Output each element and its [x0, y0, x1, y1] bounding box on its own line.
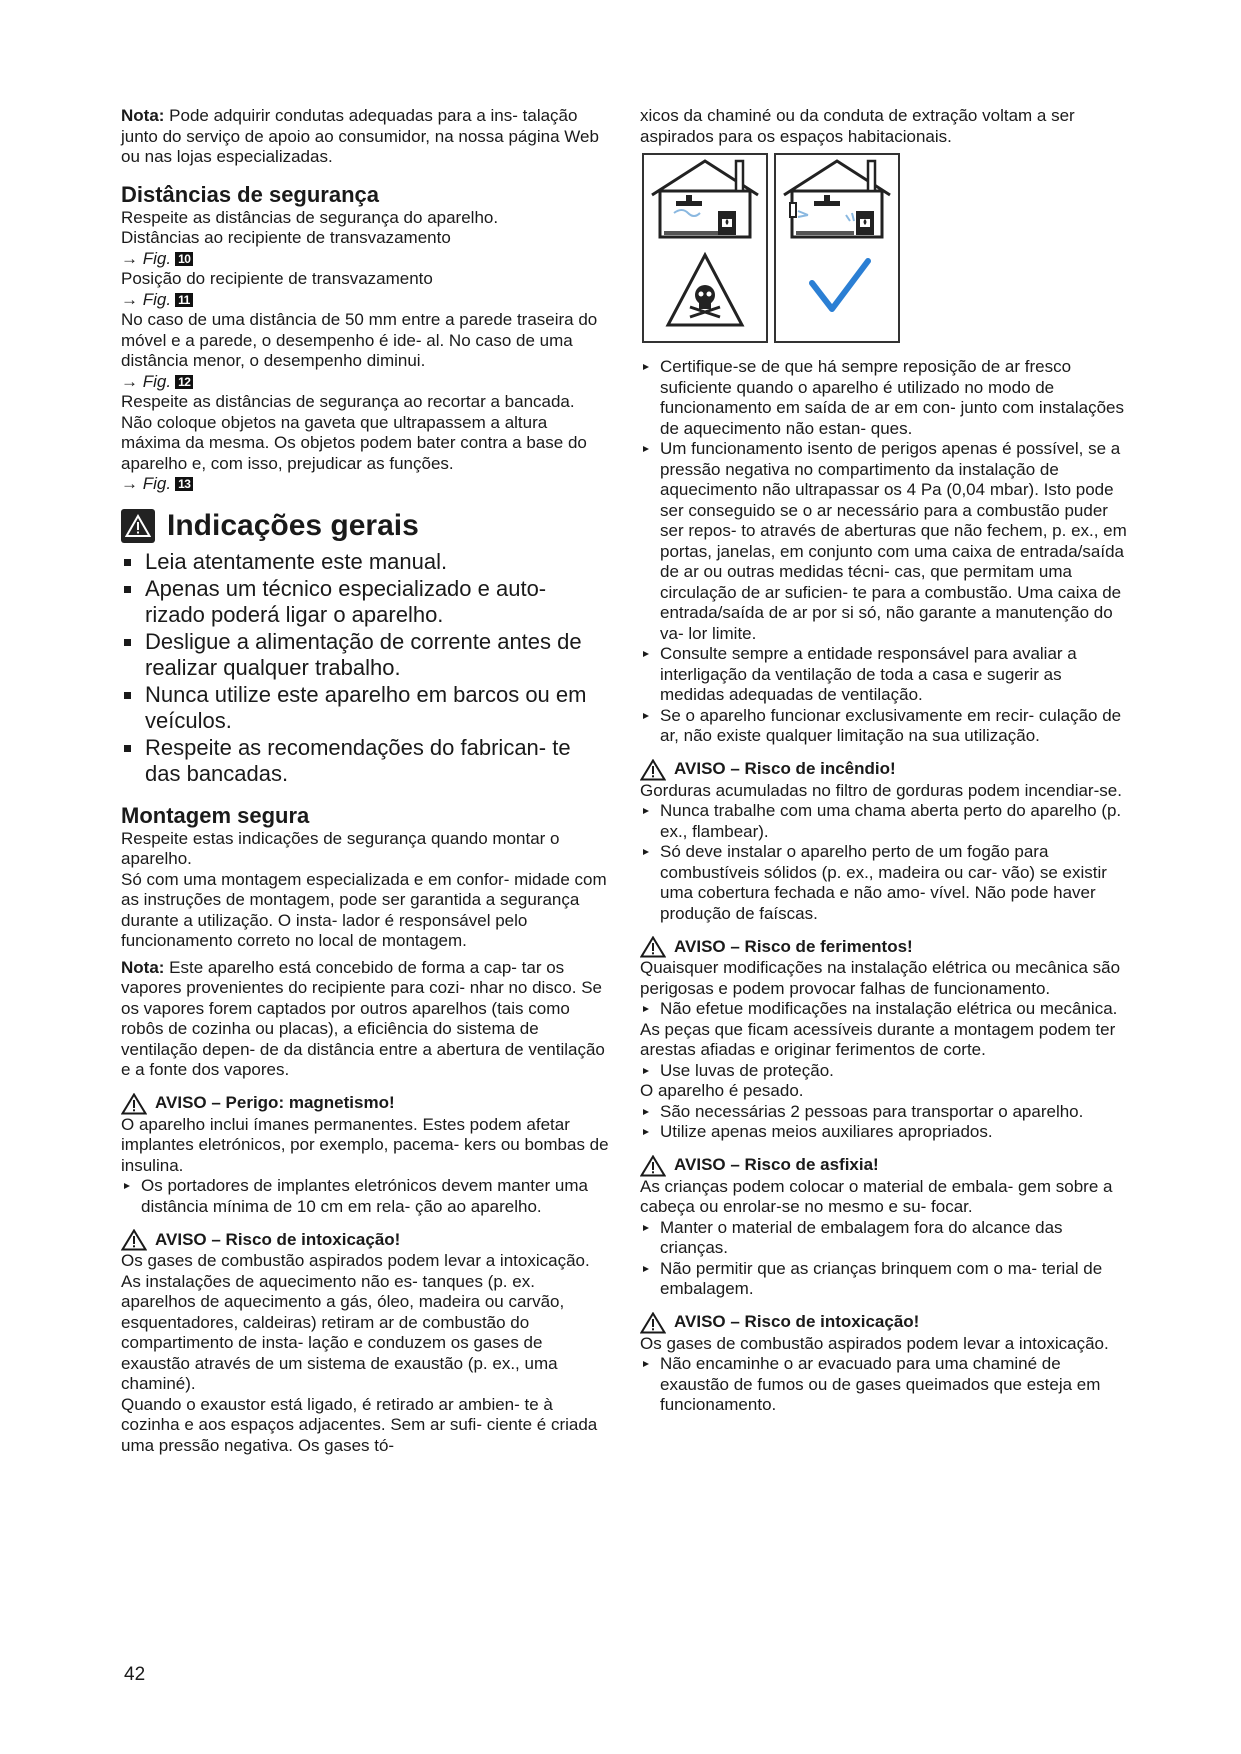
note-label: Nota:	[121, 106, 165, 125]
left-column	[121, 106, 611, 1456]
warning-text: Quaisquer modificações na instalação elétrica ou mecânica são perigosas e podem provocar falhas de funcionamento.	[640, 958, 1121, 998]
warning-text: O aparelho inclui ímanes permanentes. Estes podem afetar implantes eletrónicos, por exemplo, pacema- kers ou bombas de insulina.	[121, 1114, 609, 1175]
mounting-text: Respeite estas indicações de segurança quando montar o aparelho.	[121, 828, 560, 868]
list-item: Certifique-se de que há sempre reposição de ar fresco suficiente quando o aparelho é utilizado no modo de funcionamento em saída de ar em con- junto com instalações de aquecimento não estan- ques.	[640, 357, 1130, 439]
magnet-list	[121, 1176, 611, 1217]
page-number: 42	[124, 1664, 146, 1685]
warning-heading-intoxication: AVISO – Risco de intoxicação!	[640, 1312, 1130, 1334]
suffocation-list	[640, 1218, 1130, 1300]
distances-text: Distâncias ao recipiente de transvazamento	[121, 228, 451, 247]
warning-triangle-icon	[121, 1093, 147, 1115]
note-paragraph	[121, 106, 611, 168]
note-paragraph	[121, 958, 611, 1081]
fig-number-badge: 10	[175, 252, 193, 266]
list-item: Desligue a alimentação de corrente antes de realizar qualquer trabalho.	[121, 629, 611, 681]
injury-list	[640, 999, 1130, 1020]
injury-list	[640, 1061, 1130, 1082]
list-item: São necessárias 2 pessoas para transportar o aparelho.	[640, 1102, 1130, 1123]
warning-heading-intoxication: AVISO – Risco de intoxicação!	[121, 1229, 611, 1251]
ventilation-illustrations	[642, 153, 1130, 343]
fire-list	[640, 801, 1130, 924]
right-column	[640, 106, 1130, 1416]
distances-text: No caso de uma distância de 50 mm entre a parede traseira do móvel e a parede, o desempenho é ide- al. No caso de uma distância menor, o desempenho diminui.	[121, 310, 598, 370]
list-item: Não encaminhe o ar evacuado para uma chaminé de exaustão de fumos ou de gases queimados que esteja em funcionamento.	[640, 1354, 1130, 1416]
section-heading-distances: Distâncias de segurança	[121, 181, 380, 207]
list-item: Só deve instalar o aparelho perto de um fogão para combustíveis sólidos (p. ex., madeira ou car- vão) se existir uma cobertura fechada e não amo- vível. Não pode haver produção de faíscas.	[640, 842, 1130, 924]
note-text: Este aparelho está concebido de forma a cap- tar os vapores provenientes do recipiente para cozi- nhar no disco. Se os vapores forem captados por outros aparelhos (tais como robôs de cozinha ou placas), a eficiência do sistema de ventilação depen- de da distância entre a abertura de ventilação e a fonte dos vapores.	[121, 957, 605, 1079]
warning-heading-injury: AVISO – Risco de ferimentos!	[640, 936, 1130, 958]
warning-triangle-icon	[640, 1155, 666, 1177]
distances-text: Não coloque objetos na gaveta que ultrapassem a altura máxima da mesma. Os objetos podem bater contra a base do aparelho e, com isso, prejudicar as funções.	[121, 412, 587, 473]
distances-text: Respeite as distâncias de segurança ao recortar a bancada.	[121, 392, 575, 411]
warning-text: Gorduras acumuladas no filtro de gorduras podem incendiar-se.	[640, 780, 1122, 800]
warning-heading-suffocation: AVISO – Risco de asfixia!	[640, 1155, 1130, 1177]
ventilation-list	[640, 357, 1130, 747]
warning-text: Quando o exaustor está ligado, é retirado ar ambien- te à cozinha e aos espaços adjacentes. Sem ar sufi- ciente é criada uma pressão negativa. Os gases tó-	[121, 1394, 598, 1455]
general-heading-row	[121, 509, 611, 543]
section-heading-general: Indicações gerais	[167, 508, 419, 542]
warning-triangle-icon	[640, 1312, 666, 1334]
list-item: Utilize apenas meios auxiliares apropriados.	[640, 1122, 1130, 1143]
list-item: Um funcionamento isento de perigos apenas é possível, se a pressão negativa no compartimento da instalação de aquecimento não ultrapassar os 4 Pa (0,04 mbar). Isto pode ser conseguido se o ar necessário para a combustão puder ser repos- to através de aberturas que não fechem, p. ex., em portas, janelas, em conjunto com uma caixa de entrada/saída de ar ou outras medidas técni- cas, que permitam uma circulação de ar suficien- te para a combustão. Uma caixa de entrada/saída de ar por si só, não garante a manutenção do va- lor limite.	[640, 439, 1130, 644]
warning-text: As crianças podem colocar o material de embala- gem sobre a cabeça ou enrolar-se no mesmo e su- focar.	[640, 1176, 1113, 1216]
list-item: Se o aparelho funcionar exclusivamente em recir- culação de ar, não existe qualquer limitação na sua utilização.	[640, 706, 1130, 747]
warning-text: Os gases de combustão aspirados podem levar a intoxicação. As instalações de aquecimento não es- tanques (p. ex. aparelhos de aquecimento a gás, óleo, madeira ou carvão, esquentadores, caldeiras) retiram ar de combustão do compartimento de insta- lação e conduzem os gases de exaustão através de um sistema de exaustão (p. ex., uma chaminé).	[121, 1251, 590, 1393]
warning-heading-fire: AVISO – Risco de incêndio!	[640, 759, 1130, 781]
list-item: Apenas um técnico especializado e auto- rizado poderá ligar o aparelho.	[121, 576, 611, 628]
warning-triangle-icon	[121, 1229, 147, 1251]
warning-box-icon	[121, 509, 155, 543]
intoxication-list	[640, 1354, 1130, 1416]
fig-reference: → Fig. 10	[121, 249, 611, 270]
house-hazard-illustration	[642, 153, 768, 343]
checkmark-icon	[812, 261, 868, 309]
list-item: Nunca utilize este aparelho em barcos ou em veículos.	[121, 682, 611, 734]
distances-text: Respeite as distâncias de segurança do aparelho.	[121, 207, 499, 227]
note-label: Nota:	[121, 957, 165, 977]
list-item: Leia atentamente este manual.	[121, 549, 611, 575]
list-item: Os portadores de implantes eletrónicos devem manter uma distância mínima de 10 cm em rela- ção ao aparelho.	[121, 1176, 611, 1217]
fig-reference: → Fig. 12	[121, 372, 611, 393]
list-item: Não permitir que as crianças brinquem com o ma- terial de embalagem.	[640, 1259, 1130, 1300]
list-item: Não efetue modificações na instalação elétrica ou mecânica.	[640, 999, 1130, 1020]
warning-heading-magnetism: AVISO – Perigo: magnetismo!	[121, 1093, 611, 1115]
fig-number-badge: 13	[175, 477, 193, 491]
warning-text: Os gases de combustão aspirados podem levar a intoxicação.	[640, 1333, 1109, 1353]
list-item: Manter o material de embalagem fora do alcance das crianças.	[640, 1218, 1130, 1259]
list-item: Use luvas de proteção.	[640, 1061, 1130, 1082]
fig-reference: → Fig. 11	[121, 290, 611, 311]
list-item: Respeite as recomendações do fabrican- te das bancadas.	[121, 735, 611, 787]
injury-list	[640, 1102, 1130, 1143]
fig-number-badge: 11	[175, 293, 193, 307]
warning-text: O aparelho é pesado.	[640, 1081, 804, 1100]
general-list	[121, 549, 611, 787]
fig-number-badge: 12	[175, 375, 193, 389]
list-item: Nunca trabalhe com uma chama aberta perto do aparelho (p. ex., flambear).	[640, 801, 1130, 842]
section-heading-mounting: Montagem segura	[121, 802, 310, 828]
house-ok-illustration	[774, 153, 900, 343]
fig-reference: → Fig. 13	[121, 474, 611, 495]
mounting-text: Só com uma montagem especializada e em confor- midade com as instruções de montagem, pode ser garantida a segurança durante a utilização. O insta- lador é responsável pelo funcionamento correto no local de montagem.	[121, 869, 607, 950]
list-item: Consulte sempre a entidade responsável para avaliar a interligação da ventilação de toda a casa e sugerir as medidas adequadas de ventilação.	[640, 644, 1130, 706]
warning-text: As peças que ficam acessíveis durante a montagem podem ter arestas afiadas e originar ferimentos de corte.	[640, 1019, 1116, 1059]
distances-text: Posição do recipiente de transvazamento	[121, 269, 433, 288]
warning-triangle-icon	[640, 759, 666, 781]
note-text: Pode adquirir condutas adequadas para a ins- talação junto do serviço de apoio ao consumidor, na nossa página Web ou nas lojas especializadas.	[121, 106, 599, 166]
continued-text: xicos da chaminé ou da conduta de extração voltam a ser aspirados para os espaços habitacionais.	[640, 106, 1075, 146]
warning-triangle-icon	[640, 936, 666, 958]
